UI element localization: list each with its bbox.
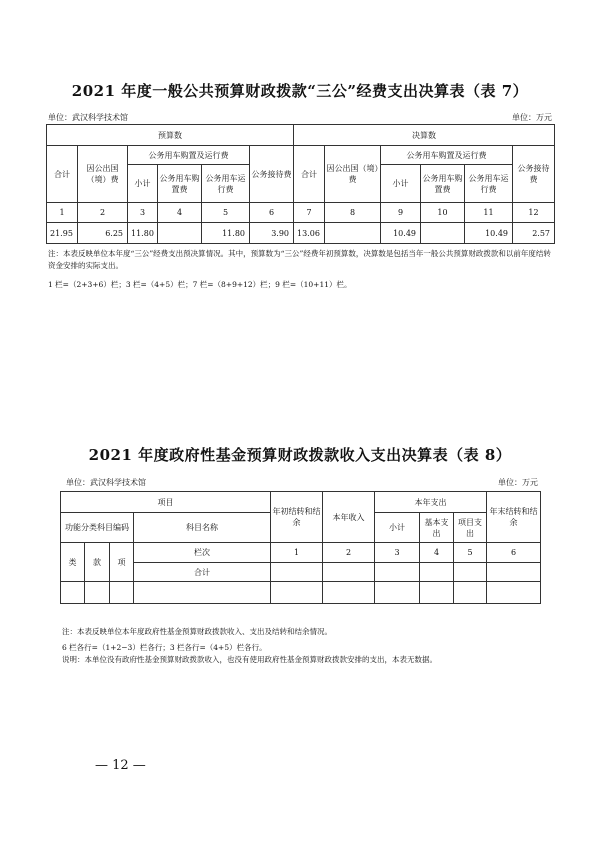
table8-subtotal-header: 小计 [375,513,420,543]
table7-budget-total-header: 合计 [47,146,78,203]
table7-value-final-purchase [421,223,465,244]
table8-col-label: 栏次 [134,543,271,563]
table8-kuan-header: 款 [85,543,110,582]
table8-cell [454,582,487,604]
table7 [46,124,555,244]
table7-value-final-reception: 2.57 [513,223,555,244]
table8-cell [271,582,323,604]
table7-col-number: 10 [421,203,465,223]
table8-code-header: 功能分类科目编码 [61,513,134,543]
table7-col-number: 3 [128,203,158,223]
table7-final-subtotal-header: 小计 [381,165,421,203]
table8-col-number: 4 [420,543,454,563]
table8-formula: 6 栏各行=（1+2−3）栏各行；3 栏各行=（4+5）栏各行。 [62,643,267,652]
table8-lei-header: 类 [61,543,85,582]
table7-budget-abroad-header: 因公出国（境）费 [78,146,128,203]
table7-final-operation-header: 公务用车运行费 [465,165,513,203]
table8-total-label: 合计 [134,563,271,582]
table8-note: 注：本表反映单位本年度政府性基金预算财政拨款收入、支出及结转和结余情况。 [62,627,332,636]
table7-final-vehicle-group-header: 公务用车购置及运行费 [381,146,513,165]
table8-explanation: 说明：本单位没有政府性基金预算财政拨款收入，也没有使用政府性基金预算财政拨款安排的支出，本表无数据。 [62,655,437,664]
table7-value-budget-subtotal: 11.80 [128,223,158,244]
page-number: — 12 — [95,758,146,773]
table8-xiang-header: 项 [110,543,134,582]
table8-currency-label: 单位：万元 [498,478,538,487]
table7-budget-reception-header: 公务接待费 [250,146,294,203]
table8-name-header: 科目名称 [134,513,271,543]
table7-col-number: 9 [381,203,421,223]
table7-value-budget-abroad: 6.25 [78,223,128,244]
table8-col-number: 3 [375,543,420,563]
table8-col-number: 6 [487,543,541,563]
table7-final-reception-header: 公务接待费 [513,146,555,203]
table7-value-final-subtotal: 10.49 [381,223,421,244]
table7-final-total-header: 合计 [294,146,325,203]
table7-currency-label: 单位：万元 [512,113,552,122]
table8-cell [85,582,110,604]
table7-budget-vehicle-group-header: 公务用车购置及运行费 [128,146,250,165]
table8-cell [420,563,454,582]
table8-expense-group-header: 本年支出 [375,492,487,513]
table8-cell [61,582,85,604]
table8-cell [375,582,420,604]
table8-title: 2021 年度政府性基金预算财政拨款收入支出决算表（表 8） [88,446,512,464]
table7-col-number: 7 [294,203,325,223]
table7-col-number: 2 [78,203,128,223]
table8-cell [487,582,541,604]
table8-col-number: 5 [454,543,487,563]
table8-cell [375,563,420,582]
table7-title: 2021 年度一般公共预算财政拨款“三公”经费支出决算表（表 7） [71,82,529,100]
table7-value-budget-operation: 11.80 [202,223,250,244]
table7-value-final-abroad [325,223,381,244]
table8-col-number: 1 [271,543,323,563]
table7-value-budget-purchase [158,223,202,244]
table8-closing-header: 年末结转和结余 [487,492,541,543]
table7-value-final-operation: 10.49 [465,223,513,244]
table7-value-final-total: 13.06 [294,223,325,244]
table7-final-header: 决算数 [294,125,555,146]
table8-cell [271,563,323,582]
table8-project-header: 项目支出 [454,513,487,543]
table8 [60,491,541,604]
table7-budget-operation-header: 公务用车运行费 [202,165,250,203]
table8-opening-header: 年初结转和结余 [271,492,323,543]
table8-item-header: 项目 [61,492,271,513]
table7-final-purchase-header: 公务用车购置费 [421,165,465,203]
table7-col-number: 6 [250,203,294,223]
table7-col-number: 8 [325,203,381,223]
table7-value-budget-reception: 3.90 [250,223,294,244]
table8-cell [420,582,454,604]
table7-note: 注：本表反映单位本年度“三公”经费支出预决算情况。其中，预算数为“三公”经费年初预算数，决算数是包括当年一般公共预算财政拨款和以前年度结转资金安排的实际支出。 [48,249,551,270]
table7-col-number: 4 [158,203,202,223]
table8-cell [323,582,375,604]
table8-cell [134,582,271,604]
table7-unit-label: 单位：武汉科学技术馆 [48,113,128,122]
table7-col-number: 5 [202,203,250,223]
table7-col-number: 1 [47,203,78,223]
table8-cell [454,563,487,582]
table7-col-number: 11 [465,203,513,223]
table8-unit-label: 单位：武汉科学技术馆 [66,478,146,487]
table8-cell [110,582,134,604]
table7-value-budget-total: 21.95 [47,223,78,244]
table7-budget-purchase-header: 公务用车购置费 [158,165,202,203]
table7-final-abroad-header: 因公出国（境）费 [325,146,381,203]
table8-income-header: 本年收入 [323,492,375,543]
table8-cell [323,563,375,582]
table7-budget-header: 预算数 [47,125,294,146]
table8-cell [487,563,541,582]
table7-formula: 1 栏=（2+3+6）栏；3 栏=（4+5）栏；7 栏=（8+9+12）栏；9 栏=（10+11）栏。 [48,280,352,289]
table8-basic-header: 基本支出 [420,513,454,543]
table7-budget-subtotal-header: 小计 [128,165,158,203]
table7-col-number: 12 [513,203,555,223]
table8-col-number: 2 [323,543,375,563]
